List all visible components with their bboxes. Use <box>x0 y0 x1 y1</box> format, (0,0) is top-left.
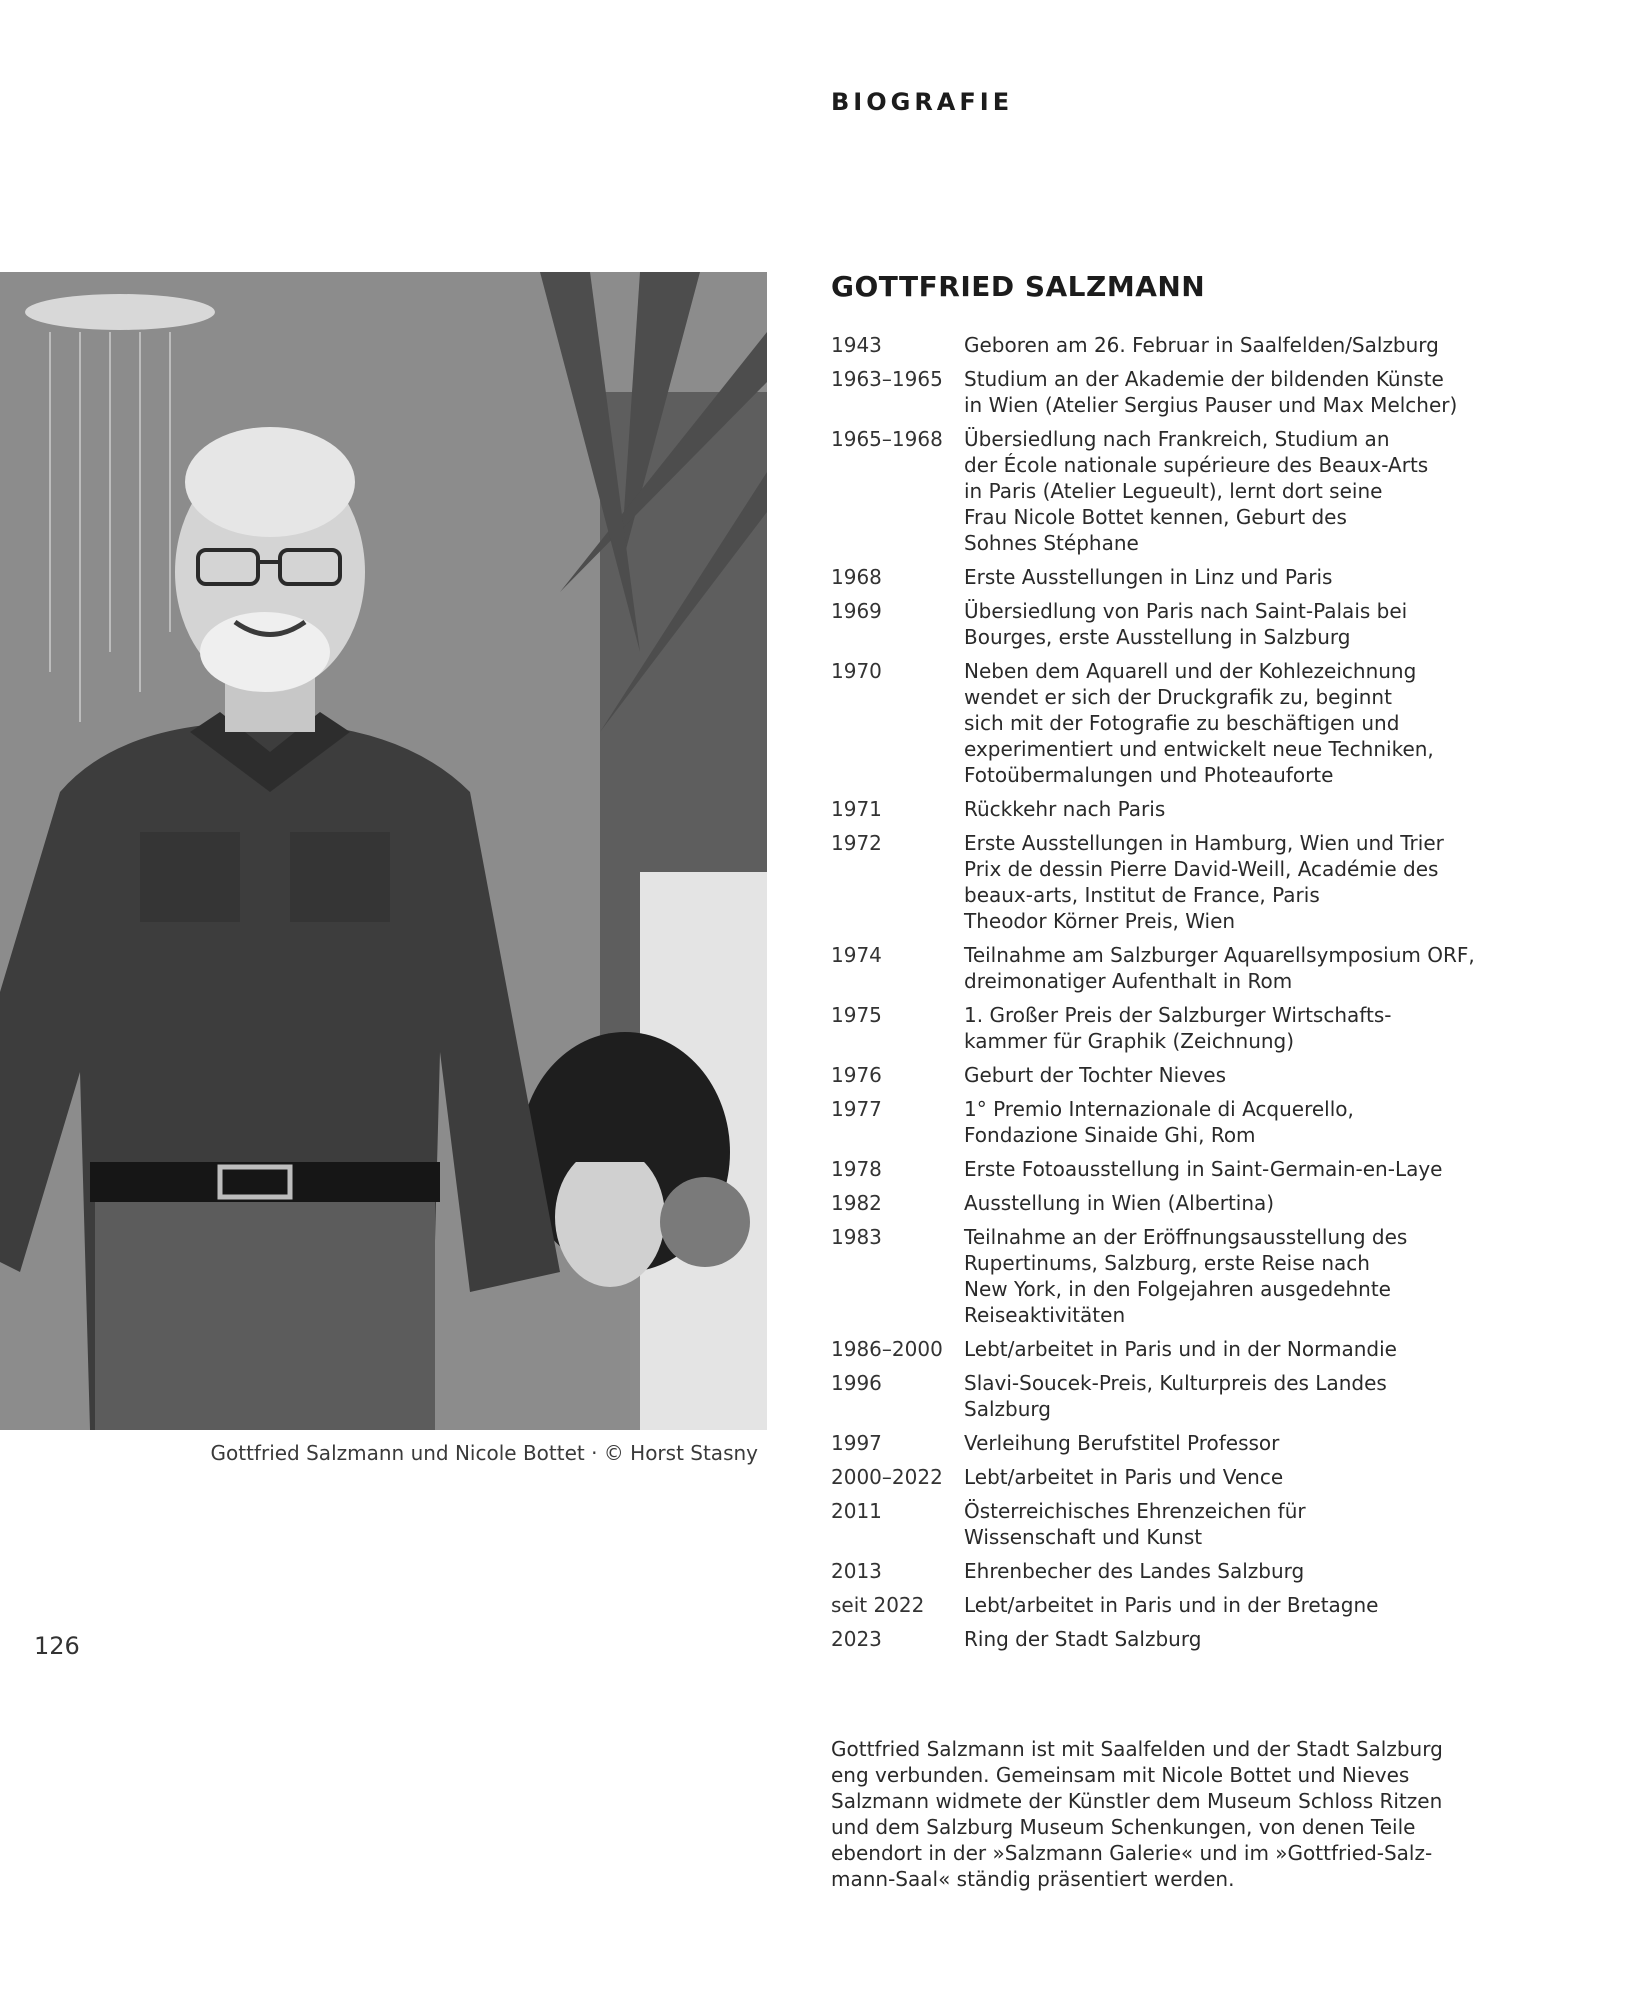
timeline-row <box>831 796 1601 822</box>
timeline-text: Studium an der Akademie der bildenden Künste in Wien (Atelier Sergius Pauser und Max Melcher) <box>964 367 1458 417</box>
timeline-text: Verleihung Berufstitel Professor <box>964 1431 1280 1455</box>
timeline-year: 1943 <box>831 333 882 357</box>
portrait-illustration <box>0 272 767 1430</box>
page-number: 126 <box>34 1632 80 1660</box>
timeline-row <box>831 1592 1601 1618</box>
timeline-row <box>831 1370 1601 1422</box>
section-label: BIOGRAFIE <box>831 88 1014 116</box>
timeline-year: 1965–1968 <box>831 427 943 451</box>
timeline-year: 1969 <box>831 599 882 623</box>
timeline-year: 1971 <box>831 797 882 821</box>
timeline-row <box>831 598 1601 650</box>
timeline-row <box>831 1336 1601 1362</box>
timeline-row <box>831 1464 1601 1490</box>
timeline-year: 1997 <box>831 1431 882 1455</box>
timeline-text: Lebt/arbeitet in Paris und in der Normandie <box>964 1337 1397 1361</box>
timeline-text: Ausstellung in Wien (Albertina) <box>964 1191 1275 1215</box>
timeline-text: Erste Fotoausstellung in Saint-Germain-en-Laye <box>964 1157 1443 1181</box>
timeline-year: 1976 <box>831 1063 882 1087</box>
timeline-text: Geburt der Tochter Nieves <box>964 1063 1227 1087</box>
timeline-text: Ehrenbecher des Landes Salzburg <box>964 1559 1305 1583</box>
timeline-year: 2013 <box>831 1559 882 1583</box>
timeline-year: 1963–1965 <box>831 367 943 391</box>
timeline-year: 1982 <box>831 1191 882 1215</box>
timeline-row <box>831 1558 1601 1584</box>
timeline-year: 1975 <box>831 1003 882 1027</box>
timeline-year: 1977 <box>831 1097 882 1121</box>
timeline-row <box>831 942 1601 994</box>
timeline-text: Teilnahme an der Eröffnungsausstellung des Rupertinums, Salzburg, erste Reise nach New York, in den Folgejahren ausgedehnte Reiseaktivitäten <box>964 1225 1408 1327</box>
timeline-row <box>831 1156 1601 1182</box>
timeline-text: 1° Premio Internazionale di Acquerello, Fondazione Sinaide Ghi, Rom <box>964 1097 1354 1147</box>
timeline-row <box>831 658 1601 788</box>
timeline-text: Slavi-Soucek-Preis, Kulturpreis des Landes Salzburg <box>964 1371 1387 1421</box>
timeline-year: 1970 <box>831 659 882 683</box>
timeline-text: Übersiedlung nach Frankreich, Studium an der École nationale supérieure des Beaux-Arts in Paris (Atelier Legueult), lernt dort seine Frau Nicole Bottet kennen, Geburt des Sohnes Stéphane <box>964 427 1429 555</box>
portrait-photo <box>0 272 767 1430</box>
timeline-text: Teilnahme am Salzburger Aquarellsymposium ORF, dreimonatiger Aufenthalt in Rom <box>964 943 1475 993</box>
timeline-text: Erste Ausstellungen in Hamburg, Wien und Trier Prix de dessin Pierre David-Weill, Académie des beaux-arts, Institut de France, Paris Theodor Körner Preis, Wien <box>964 831 1444 933</box>
timeline-text: Österreichisches Ehrenzeichen für Wissenschaft und Kunst <box>964 1499 1306 1549</box>
timeline-text: Übersiedlung von Paris nach Saint-Palais bei Bourges, erste Ausstellung in Salzburg <box>964 599 1408 649</box>
timeline-year: 2000–2022 <box>831 1465 943 1489</box>
timeline-row <box>831 830 1601 934</box>
timeline-text: Geboren am 26. Februar in Saalfelden/Salzburg <box>964 333 1439 357</box>
bio-title: GOTTFRIED SALZMANN <box>831 270 1206 303</box>
timeline-text: Erste Ausstellungen in Linz und Paris <box>964 565 1333 589</box>
timeline-text: Neben dem Aquarell und der Kohlezeichnung wendet er sich der Druckgrafik zu, beginnt sich mit der Fotografie zu beschäftigen und experimentiert und entwickelt neue Techniken, Fotoübermalungen und Photeauforte <box>964 659 1434 787</box>
timeline-text: Lebt/arbeitet in Paris und in der Bretagne <box>964 1593 1379 1617</box>
timeline-year: 1968 <box>831 565 882 589</box>
timeline-row <box>831 1626 1601 1652</box>
timeline-row <box>831 1096 1601 1148</box>
timeline-year: 1972 <box>831 831 882 855</box>
photo-caption: Gottfried Salzmann und Nicole Bottet · © Horst Stasny <box>210 1441 758 1465</box>
timeline-row <box>831 564 1601 590</box>
timeline-row <box>831 1002 1601 1054</box>
timeline-text: Rückkehr nach Paris <box>964 797 1166 821</box>
timeline-year: 2011 <box>831 1499 882 1523</box>
timeline-year: 1983 <box>831 1225 882 1249</box>
timeline-year: 1974 <box>831 943 882 967</box>
timeline-row <box>831 426 1601 556</box>
timeline-text: 1. Großer Preis der Salzburger Wirtschafts- kammer für Graphik (Zeichnung) <box>964 1003 1392 1053</box>
timeline-row <box>831 1062 1601 1088</box>
timeline-year: 1978 <box>831 1157 882 1181</box>
timeline-text: Ring der Stadt Salzburg <box>964 1627 1202 1651</box>
timeline-row <box>831 1190 1601 1216</box>
timeline-row <box>831 366 1601 418</box>
timeline-row <box>831 332 1601 358</box>
timeline-year: 2023 <box>831 1627 882 1651</box>
timeline-row <box>831 1224 1601 1328</box>
timeline-year: 1986–2000 <box>831 1337 943 1361</box>
biography-timeline <box>831 332 1601 1660</box>
timeline-row <box>831 1498 1601 1550</box>
bio-summary: Gottfried Salzmann ist mit Saalfelden und der Stadt Salzburg eng verbunden. Gemeinsam mit Nicole Bottet und Nieves Salzmann widmete der Künstler dem Museum Schloss Ritzen und dem Salzburg Museum Schenkungen, von denen Teile ebendort in der »Salzmann Galerie« und im »Gottfried-Salz- mann-Saal« ständig präsentiert werden. <box>831 1737 1443 1891</box>
timeline-year: 1996 <box>831 1371 882 1395</box>
timeline-year: seit 2022 <box>831 1593 925 1617</box>
timeline-text: Lebt/arbeitet in Paris und Vence <box>964 1465 1284 1489</box>
timeline-row <box>831 1430 1601 1456</box>
